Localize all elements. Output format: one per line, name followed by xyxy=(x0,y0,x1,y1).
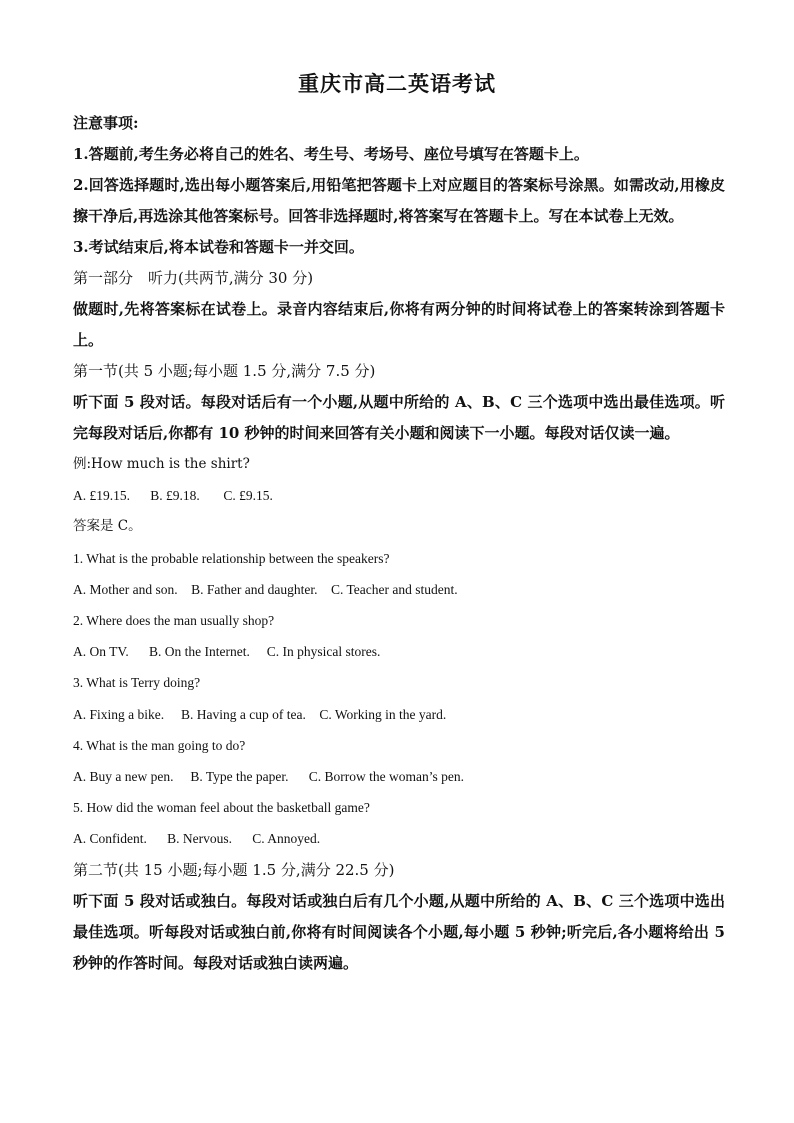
section1-heading: 第一节(共 5 小题;每小题 1.5 分,满分 7.5 分) xyxy=(73,362,376,380)
notice-item-1: 1.答题前,考生务必将自己的姓名、考生号、考场号、座位号填写在答题卡上。 xyxy=(73,145,589,163)
part1-heading: 第一部分 听力(共两节,满分 30 分) xyxy=(73,269,314,287)
notice-item-2: 2.回答选择题时,选出每小题答案后,用铅笔把答题卡上对应题目的答案标号涂黑。如需改动,用橡皮擦干净后,再选涂其他答案标号。回答非选择题时,将答案写在答题卡上。写在本试卷上无效。 xyxy=(73,176,725,225)
part1-instruction: 做题时,先将答案标在试卷上。录音内容结束后,你将有两分钟的时间将试卷上的答案转涂到答题卡上。 xyxy=(73,300,725,349)
example-question: 例:How much is the shirt? xyxy=(73,456,250,472)
question-3: 3. What is Terry doing? xyxy=(73,675,201,691)
question-1: 1. What is the probable relationship between the speakers? xyxy=(73,550,390,566)
exam-body xyxy=(73,108,725,979)
page-title: 重庆市高二英语考试 xyxy=(298,71,496,96)
section1-instruction: 听下面 5 段对话。每段对话后有一个小题,从题中所给的 A、B、C 三个选项中选出最佳选项。听完每段对话后,你都有 10 秒钟的时间来回答有关小题和阅读下一小题。每段对话仅读一遍。 xyxy=(73,393,725,442)
question-5: 5. How did the woman feel about the basketball game? xyxy=(73,800,370,816)
question-1-options: A. Mother and son. B. Father and daughter. C. Teacher and student. xyxy=(73,581,458,597)
example-answer: 答案是 C。 xyxy=(73,518,142,535)
section2-instruction: 听下面 5 段对话或独白。每段对话或独白后有几个小题,从题中所给的 A、B、C 三个选项中选出最佳选项。听每段对话或独白前,你将有时间阅读各个小题,每小题 5 秒钟;听完后,各小题将给出 5 秒钟的作答时间。每段对话或独白读两遍。 xyxy=(73,891,725,972)
question-5-options: A. Confident. B. Nervous. C. Annoyed. xyxy=(73,831,321,847)
question-4-options: A. Buy a new pen. B. Type the paper. C. Borrow the woman’s pen. xyxy=(73,769,464,785)
question-2-options: A. On TV. B. On the Internet. C. In physical stores. xyxy=(73,644,381,660)
question-3-options: A. Fixing a bike. B. Having a cup of tea. C. Working in the yard. xyxy=(73,706,447,722)
question-2: 2. Where does the man usually shop? xyxy=(73,613,275,629)
section2-heading: 第二节(共 15 小题;每小题 1.5 分,满分 22.5 分) xyxy=(73,860,395,879)
notice-item-3: 3.考试结束后,将本试卷和答题卡一并交回。 xyxy=(73,238,364,256)
question-4: 4. What is the man going to do? xyxy=(73,737,246,753)
example-options: A. £19.15. B. £9.18. C. £9.15. xyxy=(73,488,273,504)
notice-heading: 注意事项: xyxy=(73,114,139,132)
